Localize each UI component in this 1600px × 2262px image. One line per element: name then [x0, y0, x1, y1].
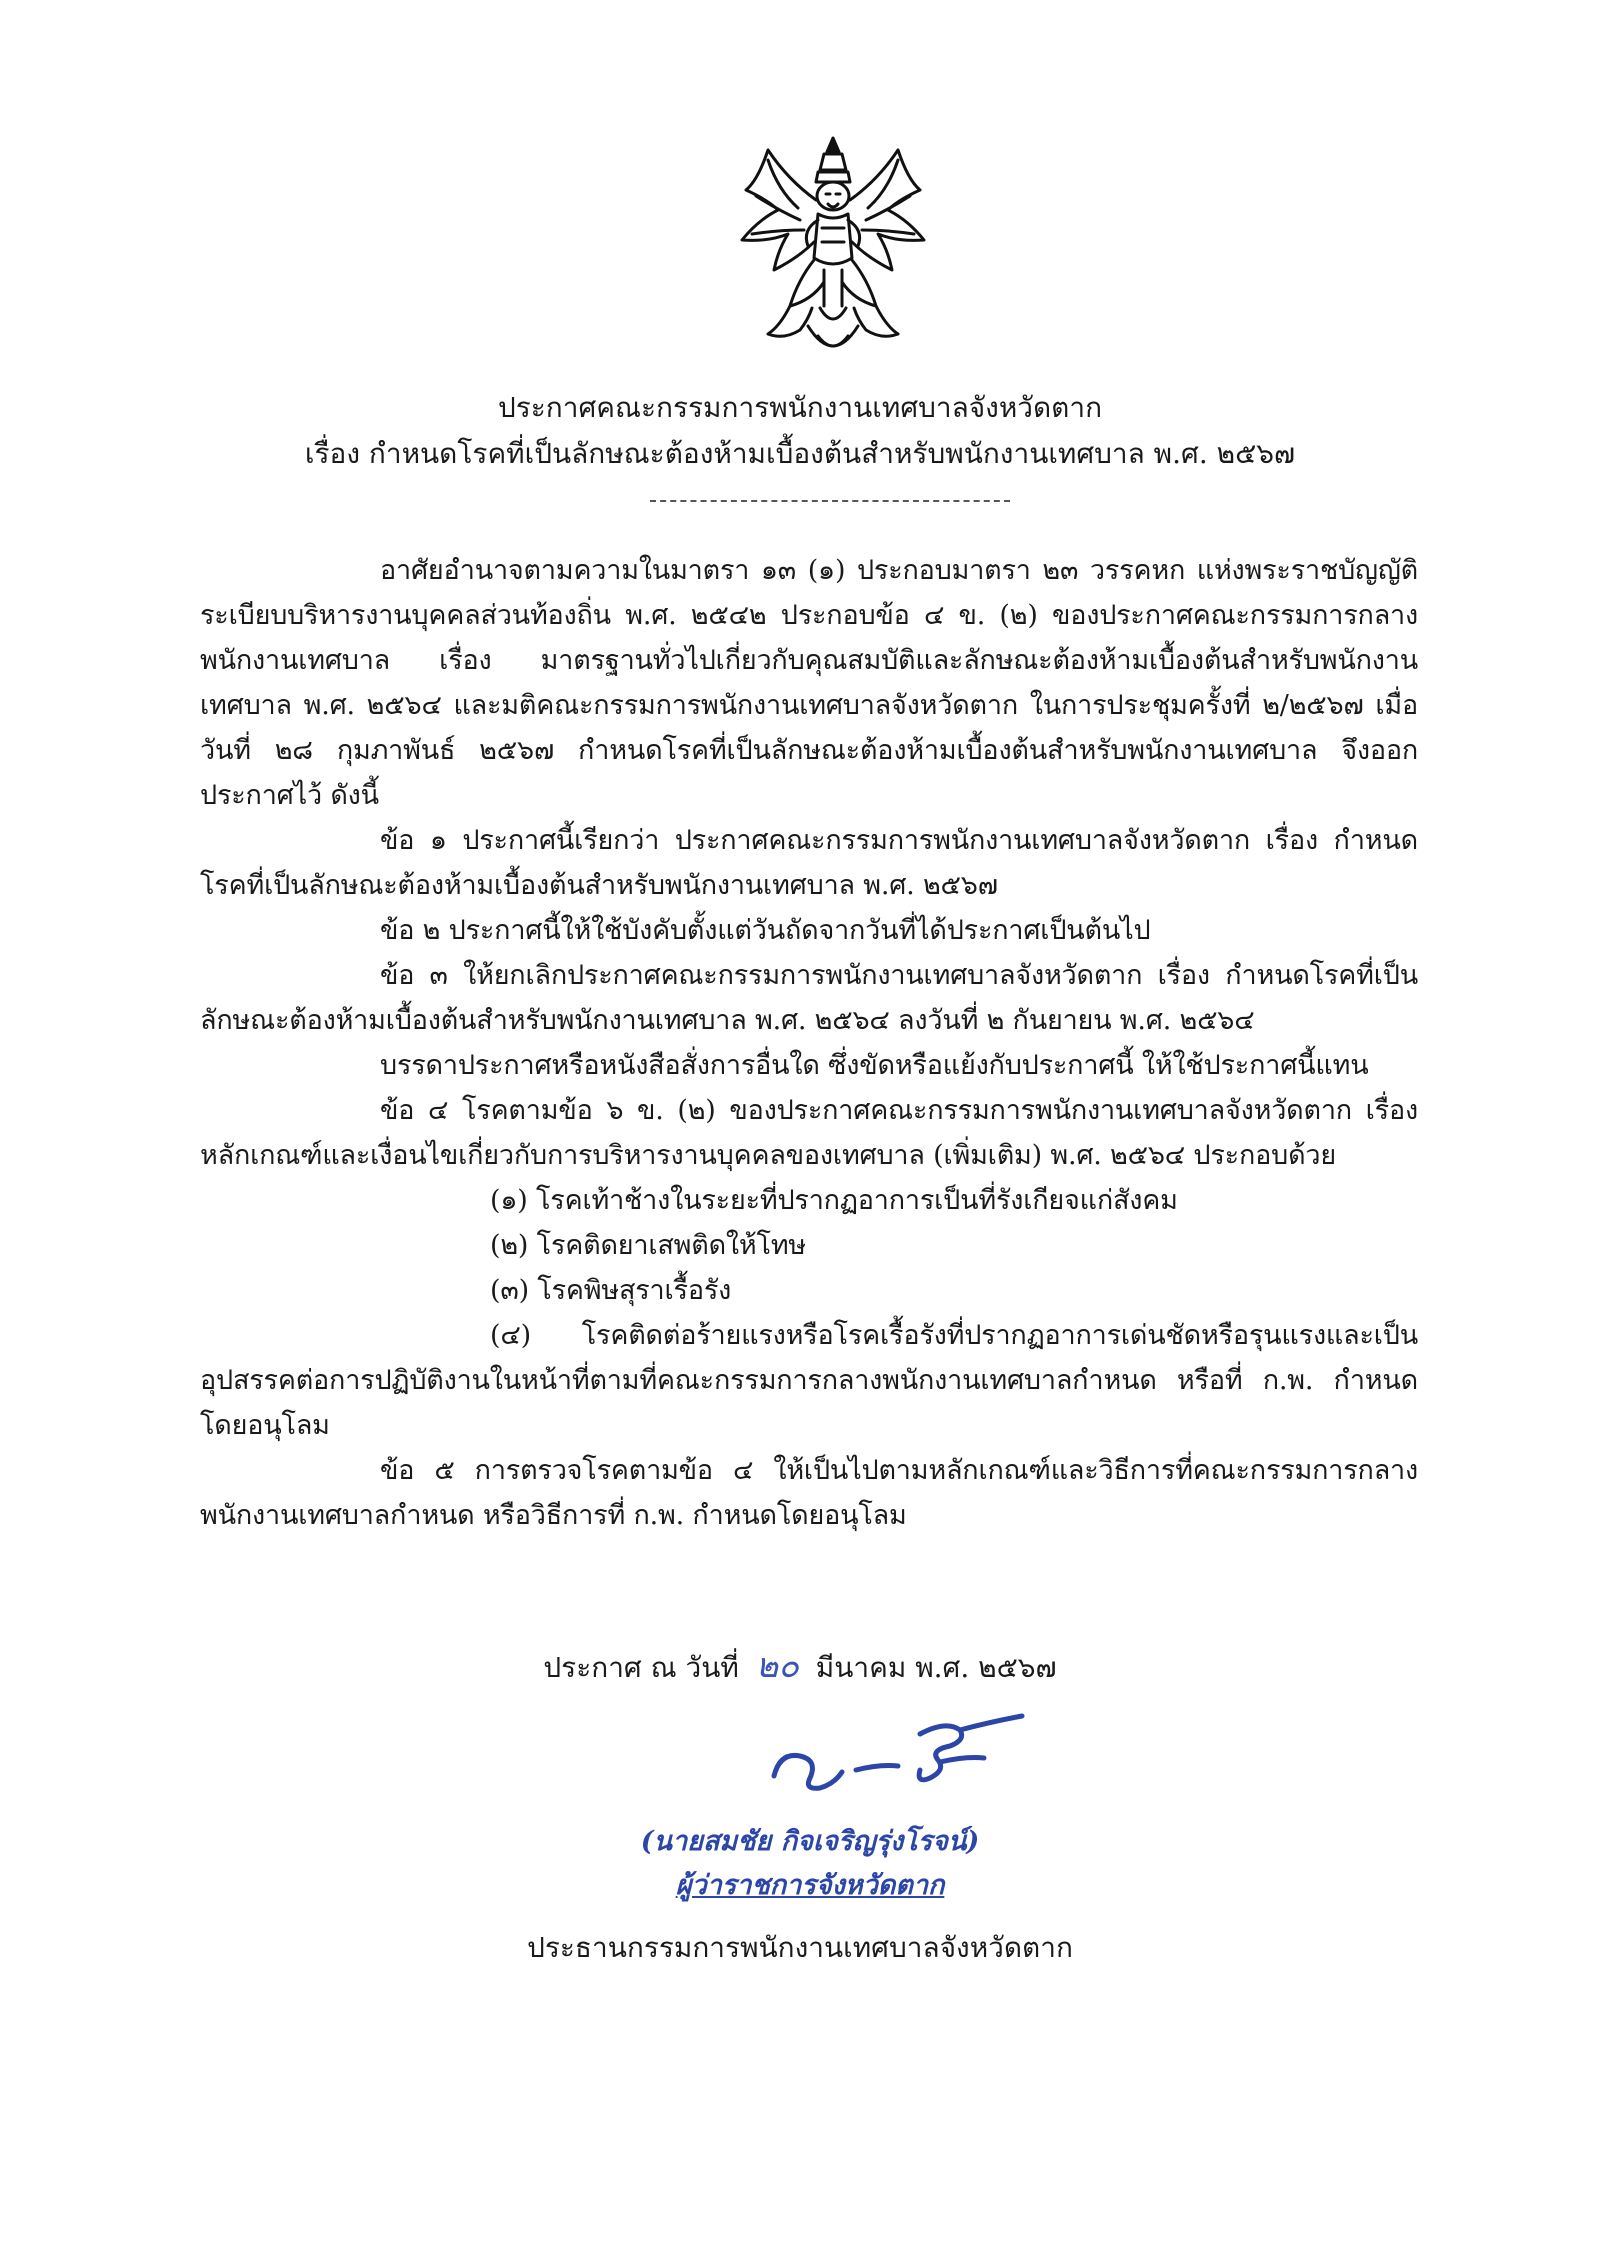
garuda-emblem-icon [728, 130, 938, 370]
clause-4-item-2: (๒) โรคติดยาเสพติดให้โทษ [490, 1230, 807, 1261]
title-divider [650, 500, 1010, 502]
announcement-title: ประกาศคณะกรรมการพนักงานเทศบาลจังหวัดตาก [497, 391, 1103, 424]
announcement-date [200, 1644, 1400, 1690]
clause-4: ข้อ ๔ โรคตามข้อ ๖ ข. (๒) ของประกาศคณะกรรมการพนักงานเทศบาลจังหวัดตาก เรื่อง หลักเกณฑ์และเงื่อนไขเกี่ยวกับการบริหารงานบุคคลของเทศบาล (เพิ่มเติม) พ.ศ. ๒๕๖๔ ประกอบด้วย [200, 1095, 1418, 1171]
date-prefix: ประกาศ ณ วันที่ [543, 1651, 739, 1684]
clause-4-item-4: (๔) โรคติดต่อร้ายแรงหรือโรคเรื้อรังที่ปรากฏอาการเด่นชัดหรือรุนแรงและเป็นอุปสรรคต่อการปฏิบัติงานในหน้าที่ตามที่คณะกรรมการกลางพนักงานเทศบาลกำหนด หรือที่ ก.พ. กำหนดโดยอนุโลม [200, 1320, 1418, 1441]
date-month-year: มีนาคม พ.ศ. ๒๕๖๗ [815, 1651, 1057, 1684]
announcement-subject: เรื่อง กำหนดโรคที่เป็นลักษณะต้องห้ามเบื้องต้นสำหรับพนักงานเทศบาล พ.ศ. ๒๕๖๗ [304, 437, 1296, 470]
signatory-role: ประธานกรรมการพนักงานเทศบาลจังหวัดตาก [527, 1931, 1073, 1964]
clause-4-item-3: (๓) โรคพิษสุราเรื้อรัง [490, 1275, 732, 1306]
clause-2: ข้อ ๒ ประกาศนี้ให้ใช้บังคับตั้งแต่วันถัดจากวันที่ได้ประกาศเป็นต้นไป [380, 915, 1151, 946]
handwritten-signature [770, 1700, 1030, 1810]
announcement-body [200, 548, 1418, 1538]
clause-3: ข้อ ๓ ให้ยกเลิกประกาศคณะกรรมการพนักงานเทศบาลจังหวัดตาก เรื่อง กำหนดโรคที่เป็นลักษณะต้องห้ามเบื้องต้นสำหรับพนักงานเทศบาล พ.ศ. ๒๕๖๔ ลงวันที่ ๒ กันยายน พ.ศ. ๒๕๖๔ [200, 960, 1418, 1036]
preamble-paragraph: อาศัยอำนาจตามความในมาตรา ๑๓ (๑) ประกอบมาตรา ๒๓ วรรคหก แห่งพระราชบัญญัติระเบียบบริหารงานบุคคลส่วนท้องถิ่น พ.ศ. ๒๕๔๒ ประกอบข้อ ๔ ข. (๒) ของประกาศคณะกรรมการกลางพนักงานเทศบาล เรื่อง มาตรฐานทั่วไปเกี่ยวกับคุณสมบัติและลักษณะต้องห้ามเบื้องต้นสำหรับพนักงานเทศบาล พ.ศ. ๒๕๖๔ และมติคณะกรรมการพนักงานเทศบาลจังหวัดตาก ในการประชุมครั้งที่ ๒/๒๕๖๗ เมื่อวันที่ ๒๘ กุมภาพันธ์ ๒๕๖๗ กำหนดโรคที่เป็นลักษณะต้องห้ามเบื้องต้นสำหรับพนักงานเทศบาล จึงออกประกาศไว้ ดังนี้ [200, 555, 1418, 811]
clause-3-supplement: บรรดาประกาศหรือหนังสือสั่งการอื่นใด ซึ่งขัดหรือแย้งกับประกาศนี้ ให้ใช้ประกาศนี้แทน [380, 1050, 1369, 1081]
signatory-name: (นายสมชัย กิจเจริญรุ่งโรจน์) [640, 1826, 980, 1857]
clause-4-item-1: (๑) โรคเท้าช้างในระยะที่ปรากฏอาการเป็นที่รังเกียจแก่สังคม [490, 1185, 1178, 1216]
clause-1: ข้อ ๑ ประกาศนี้เรียกว่า ประกาศคณะกรรมการพนักงานเทศบาลจังหวัดตาก เรื่อง กำหนดโรคที่เป็นลักษณะต้องห้ามเบื้องต้นสำหรับพนักงานเทศบาล พ.ศ. ๒๕๖๗ [200, 825, 1418, 901]
clause-5: ข้อ ๕ การตรวจโรคตามข้อ ๔ ให้เป็นไปตามหลักเกณฑ์และวิธีการที่คณะกรรมการกลางพนักงานเทศบาลกำหนด หรือวิธีการที่ ก.พ. กำหนดโดยอนุโลม [200, 1455, 1418, 1531]
date-day-handwritten: ๒๐ [755, 1646, 799, 1686]
signatory-position: ผู้ว่าราชการจังหวัดตาก [675, 1870, 945, 1901]
